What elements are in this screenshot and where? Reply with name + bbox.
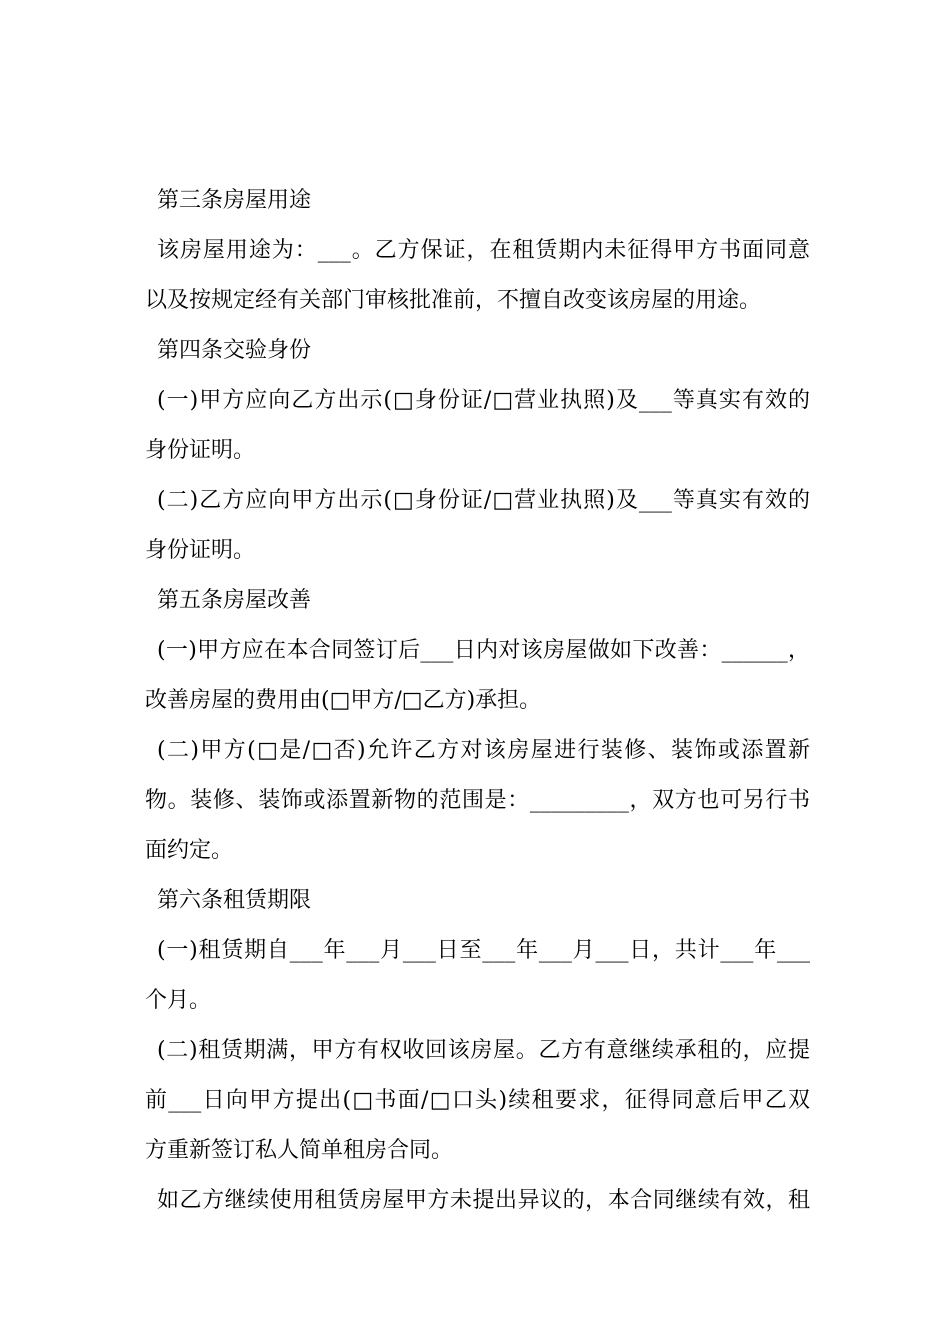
article-6-heading: 第六条租赁期限 xyxy=(157,888,312,913)
article-4-heading: 第四条交验身份 xyxy=(157,338,312,363)
article-6-clause-2-line-3: 方重新签订私人简单租房合同。 xyxy=(145,1138,454,1163)
article-6-clause-3-line-1: 如乙方继续使用租赁房屋甲方未提出异议的，本合同继续有效，租 xyxy=(157,1188,810,1213)
article-5-clause-1-line-2: 改善房屋的费用由(□甲方/□乙方)承担。 xyxy=(145,688,542,713)
article-5-clause-2-line-2: 物。装修、装饰或添置新物的范围是：_________，双方也可另行书 xyxy=(145,788,810,813)
article-3-text-line-1: 该房屋用途为：___。乙方保证，在租赁期内未征得甲方书面同意 xyxy=(157,238,810,263)
article-3-heading: 第三条房屋用途 xyxy=(157,188,312,213)
article-6-clause-2-line-2: 前___日向甲方提出(□书面/□口头)续租要求，征得同意后甲乙双 xyxy=(145,1088,810,1113)
article-6-clause-1-line-2: 个月。 xyxy=(145,988,212,1013)
article-6-clause-1-line-1: (一)租赁期自___年___月___日至___年___月___日，共计___年___ xyxy=(157,938,810,963)
article-5-clause-1-line-1: (一)甲方应在本合同签订后___日内对该房屋做如下改善：______， xyxy=(157,638,810,663)
article-6-clause-2-line-1: (二)租赁期满，甲方有权收回该房屋。乙方有意继续承租的，应提 xyxy=(157,1038,810,1063)
document-body xyxy=(145,176,810,1226)
article-5-heading: 第五条房屋改善 xyxy=(157,588,312,613)
article-4-clause-2-line-1: (二)乙方应向甲方出示(□身份证/□营业执照)及___等真实有效的 xyxy=(157,488,810,513)
article-4-clause-2-line-2: 身份证明。 xyxy=(145,538,256,563)
article-3-text-line-2: 以及按规定经有关部门审核批准前，不擅自改变该房屋的用途。 xyxy=(145,288,762,313)
article-4-clause-1-line-1: (一)甲方应向乙方出示(□身份证/□营业执照)及___等真实有效的 xyxy=(157,388,810,413)
article-5-clause-2-line-3: 面约定。 xyxy=(145,838,234,863)
article-4-clause-1-line-2: 身份证明。 xyxy=(145,438,256,463)
article-5-clause-2-line-1: (二)甲方(□是/□否)允许乙方对该房屋进行装修、装饰或添置新 xyxy=(157,738,810,763)
